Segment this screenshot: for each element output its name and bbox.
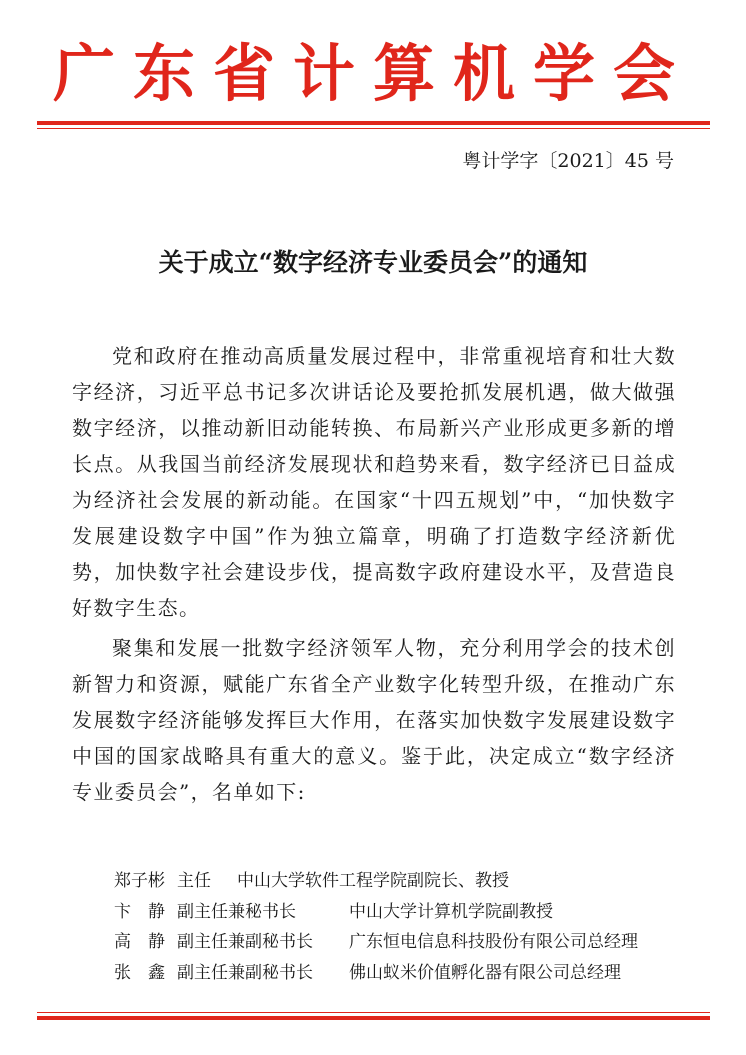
footer-rule-thick: [37, 1016, 710, 1020]
member-role: 副主任兼副秘书长: [177, 962, 313, 983]
member-affiliation: 佛山蚁米价值孵化器有限公司总经理: [349, 962, 621, 983]
member-name: 卞 静: [114, 901, 165, 922]
member-row: [114, 958, 638, 989]
footer-rule-thin: [37, 1012, 710, 1013]
member-row: [114, 927, 638, 958]
member-affiliation: 中山大学计算机学院副教授: [349, 901, 553, 922]
member-role: 主任: [177, 871, 211, 891]
body-paragraph: 党和政府在推动高质量发展过程中，非常重视培育和壮大数字经济，习近平总书记多次讲话论及要抢抓发展机遇，做大做强数字经济，以推动新旧动能转换、布局新兴产业形成更多新的增长点。从我国当前经济发展现状和趋势来看，数字经济已日益成为经济社会发展的新动能。在国家“十四五规划”中，“加快数字发展建设数字中国”作为独立篇章，明确了打造数字经济新优势，加快数字社会建设步伐，提高数字政府建设水平，及营造良好数字生态。: [72, 344, 676, 620]
document-number: 粤计学字〔2021〕45 号: [462, 150, 674, 172]
document-body: [72, 338, 676, 810]
member-name: 高 静: [114, 932, 165, 952]
member-row: [114, 866, 638, 897]
member-role: 副主任兼副秘书长: [177, 932, 313, 952]
member-name: 张 鑫: [114, 962, 165, 983]
document-title: 关于成立“数字经济专业委员会”的通知: [158, 248, 588, 277]
member-affiliation: 广东恒电信息科技股份有限公司总经理: [349, 932, 638, 952]
member-role: 副主任兼秘书长: [177, 901, 296, 922]
member-row: [114, 897, 638, 928]
letterhead-rule-thick: [37, 121, 710, 125]
member-list: [114, 866, 638, 988]
member-affiliation: 中山大学软件工程学院副院长、教授: [237, 871, 509, 891]
body-paragraph: 聚集和发展一批数字经济领军人物，充分利用学会的技术创新智力和资源，赋能广东省全产业数字化转型升级，在推动广东发展数字经济能够发挥巨大作用，在落实加快数字发展建设数字中国的国家战略具有重大的意义。鉴于此，决定成立“数字经济专业委员会”，名单如下:: [72, 636, 676, 804]
letterhead-organization: 广东省计算机学会: [52, 37, 693, 110]
letterhead-rule-thin: [37, 128, 710, 129]
member-name: 郑子彬: [114, 871, 165, 891]
